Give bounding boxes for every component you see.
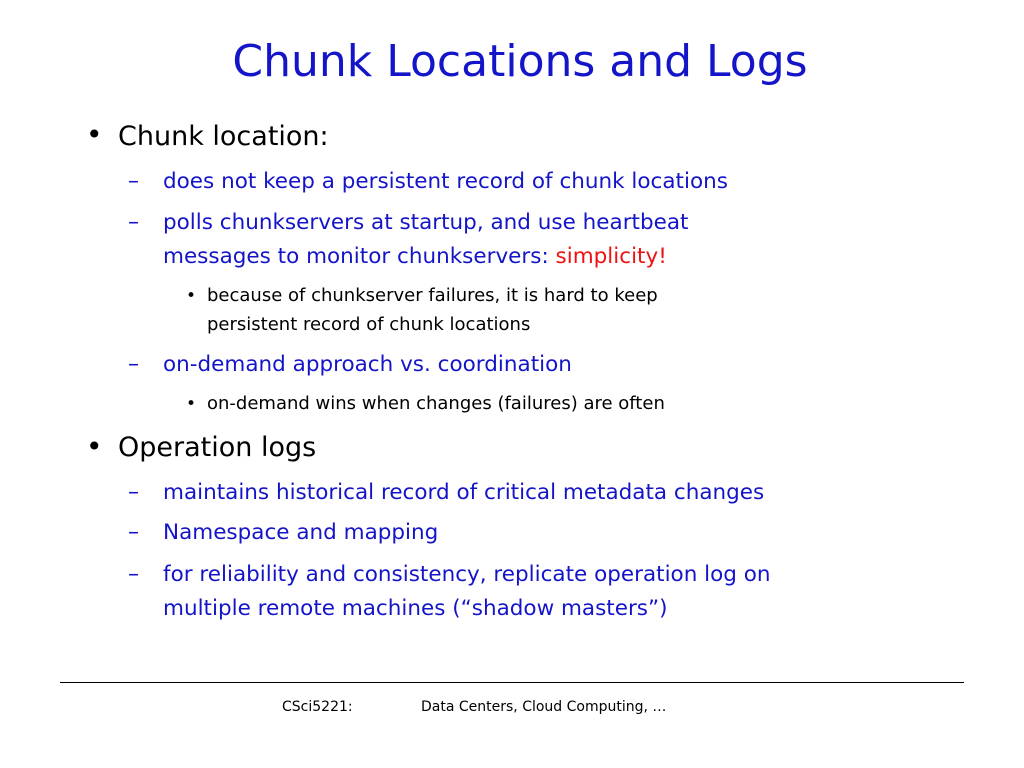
sub-item-failures-line2: persistent record of chunk locations	[207, 314, 531, 335]
footer-course: CSci5221:	[282, 699, 353, 715]
item-no-persistent-record: does not keep a persistent record of chunk locations	[163, 169, 728, 194]
item-reliability-line1: for reliability and consistency, replicate operation log on	[163, 562, 771, 587]
item-namespace-mapping: Namespace and mapping	[163, 520, 439, 545]
item-historical-record: maintains historical record of critical metadata changes	[163, 480, 765, 505]
dash-item: –	[128, 210, 139, 235]
footer-divider	[60, 682, 964, 683]
item-polls-chunkservers-line1: polls chunkservers at startup, and use heartbeat	[163, 210, 689, 235]
bullet-operation-logs: •	[86, 430, 103, 463]
slide-title: Chunk Locations and Logs	[232, 36, 808, 87]
dash-item: –	[128, 480, 139, 505]
item-polls-chunkservers-line2	[163, 240, 667, 274]
sub-bullet: •	[186, 394, 197, 414]
item-on-demand-approach: on-demand approach vs. coordination	[163, 352, 572, 377]
item-reliability-line2: multiple remote machines (“shadow masters”)	[163, 596, 668, 621]
dash-item: –	[128, 520, 139, 545]
bullet-chunk-location: •	[86, 118, 103, 151]
simplicity-highlight: simplicity!	[555, 244, 667, 269]
heading-operation-logs: Operation logs	[118, 432, 317, 463]
heading-chunk-location: Chunk location:	[118, 121, 329, 152]
dash-item: –	[128, 352, 139, 377]
dash-item: –	[128, 562, 139, 587]
footer-text: Data Centers, Cloud Computing, …	[421, 699, 667, 715]
dash-item: –	[128, 169, 139, 194]
sub-bullet: •	[186, 286, 197, 306]
sub-item-failures-line1: because of chunkserver failures, it is hard to keep	[207, 285, 658, 306]
sub-item-on-demand-wins: on-demand wins when changes (failures) are often	[207, 393, 665, 414]
item-polls-prefix: messages to monitor chunkservers:	[163, 244, 556, 269]
